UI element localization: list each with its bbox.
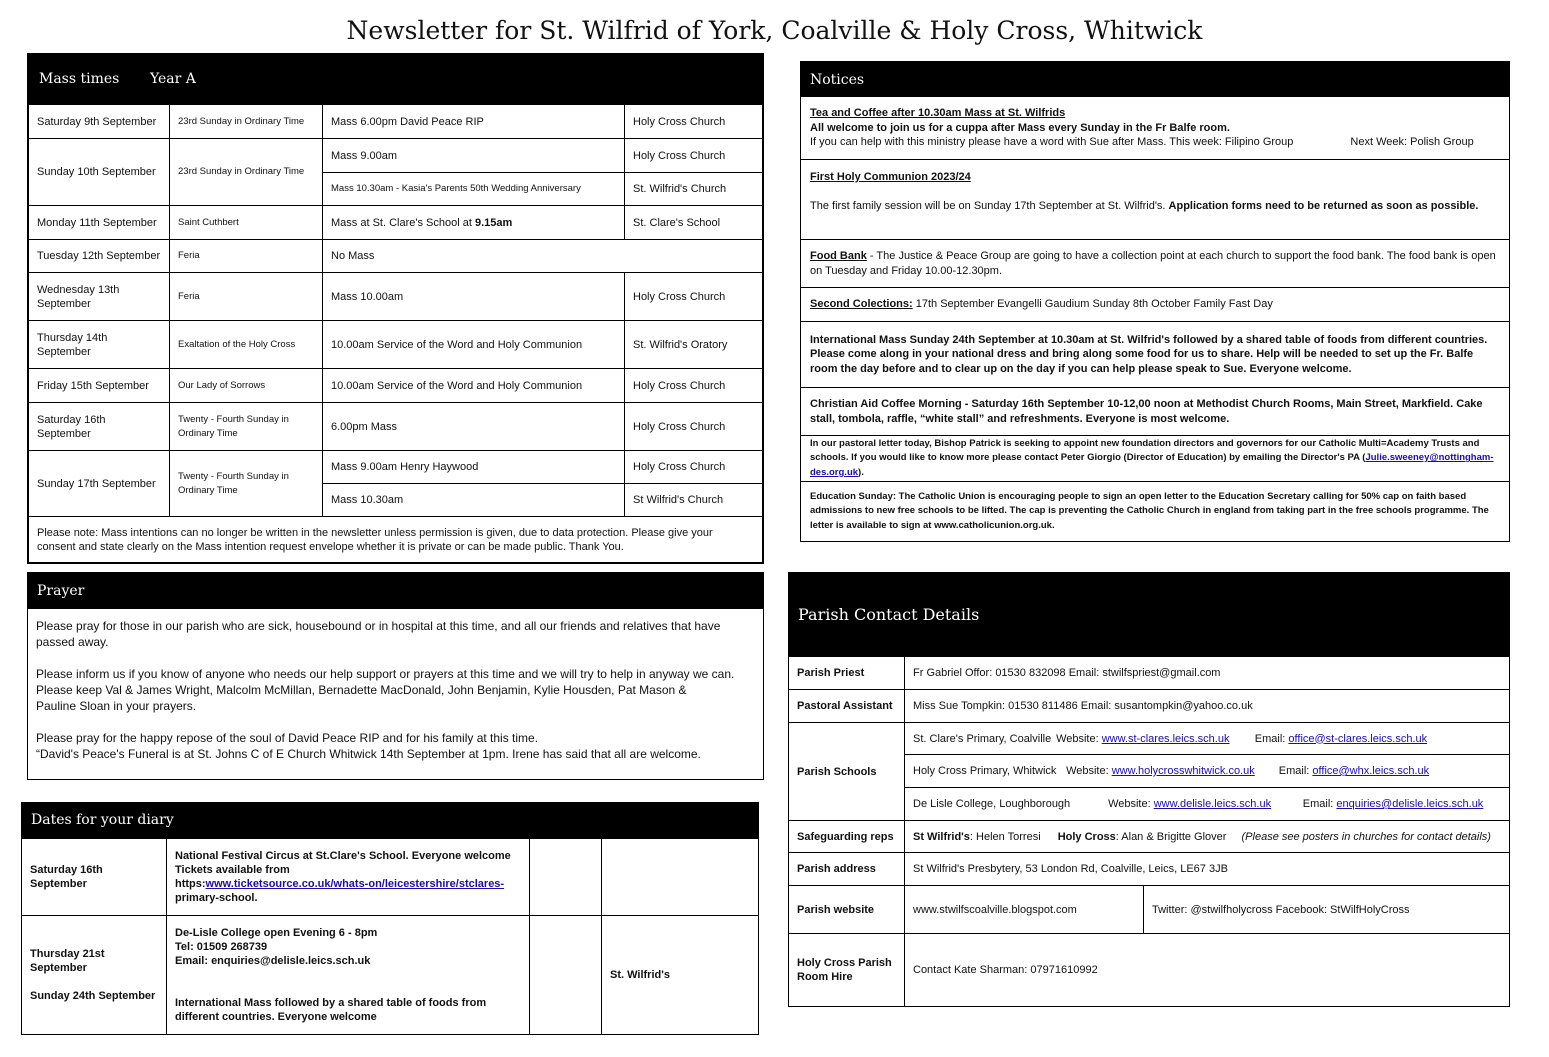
mass-day: Tuesday 12th September	[29, 240, 170, 273]
diary-date-2: Sunday 24th September	[30, 990, 156, 1002]
diary-event	[167, 916, 530, 1035]
notices-panel	[800, 61, 1510, 542]
school-website-label: Website:	[1066, 765, 1109, 777]
table-row	[789, 723, 1510, 755]
prayer-body	[28, 609, 763, 762]
diary-event	[167, 839, 530, 916]
school-name: De Lisle College, Loughborough	[913, 798, 1071, 810]
mass-year: Year A	[150, 71, 196, 87]
mass-day: Sunday 17th September	[29, 451, 170, 517]
contact-title: Parish Contact Details	[798, 604, 980, 624]
contact-panel	[788, 572, 1510, 1006]
mass-times-title: Mass times	[39, 71, 120, 87]
mass-occasion: Twenty - Fourth Sunday in Ordinary Time	[170, 451, 323, 517]
school-website-link[interactable]: www.delisle.leics.sch.uk	[1153, 798, 1272, 810]
school-row	[905, 755, 1510, 788]
notice-collections	[801, 287, 1509, 321]
notice-tea-help	[810, 135, 1500, 150]
mass-detail: No Mass	[323, 240, 763, 273]
prayer-title: Prayer	[37, 583, 85, 599]
prayer-header	[28, 573, 763, 609]
notice-christian-aid: Christian Aid Coffee Morning - Saturday 16th September 10-12,00 noon at Methodist Church Rooms, Main Street, Markfield. Cake stall, tombola, raffle, “white stall” and refreshments. Everyone is most welcome.	[801, 387, 1509, 435]
diary-date-1: Thursday 21st September	[30, 948, 105, 974]
safeguard-note: (Please see posters in churches for contact details)	[1241, 830, 1491, 843]
contact-label: Pastoral Assistant	[789, 690, 905, 723]
notice-communion-body: The first family session will be on Sunday 17th September at St. Wilfrid's.	[810, 199, 1166, 212]
notice-pastoral-body: In our pastoral letter today, Bishop Patrick is seeking to appoint new foundation directors and governors for our Catholic Multi=Academy Trusts and schools. If you would like to know more please contact Peter Giorgio (Director of Education) by emailing the Director's PA (	[810, 437, 1480, 464]
notice-tea-next: Next Week: Polish Group	[1350, 136, 1474, 149]
mass-day: Monday 11th September	[29, 206, 170, 240]
diary-title: Dates for your diary	[31, 812, 174, 828]
page-title: Newsletter for St. Wilfrid of York, Coalville & Holy Cross, Whitwick	[346, 16, 1203, 45]
contact-value: Miss Sue Tompkin: 01530 811486 Email: susantompkin@yahoo.co.uk	[905, 690, 1510, 723]
contact-label: Parish address	[789, 853, 905, 886]
table-row	[29, 517, 763, 563]
mass-day: Saturday 9th September	[29, 105, 170, 139]
notice-pastoral-letter	[801, 435, 1509, 481]
school-email-label: Email:	[1278, 765, 1310, 777]
notices-header	[801, 62, 1509, 97]
prayer-repose: Please pray for the happy repose of the soul of David Peace RIP and for his family at this time.	[36, 731, 539, 745]
mass-detail: Mass 9.00am Henry Haywood	[323, 451, 625, 484]
notice-food-bank-text	[810, 249, 1500, 278]
school-email-label: Email:	[1302, 798, 1334, 810]
notice-tea-help-text: If you can help with this ministry please have a word with Sue after Mass. This week: Filipino Group	[810, 136, 1294, 149]
diary-empty	[530, 916, 602, 1035]
contact-label: Parish Priest	[789, 657, 905, 690]
diary-event-line: Tel: 01509 268739	[175, 941, 268, 953]
mass-place: Holy Cross Church	[625, 273, 763, 321]
mass-detail: 10.00am Service of the Word and Holy Communion	[323, 369, 625, 403]
mass-place: Holy Cross Church	[625, 369, 763, 403]
mass-day: Thursday 14th September	[29, 321, 170, 369]
prayer-names: Please keep Val & James Wright, Malcolm McMillan, Bernadette MacDonald, John Benjamin, Kylie Housden, Pat Mason &	[36, 683, 687, 697]
notice-collections-title: Second Colections:	[810, 298, 913, 311]
table-row	[29, 403, 763, 451]
table-row	[29, 240, 763, 273]
diary-empty	[530, 839, 602, 916]
mass-times-header	[28, 54, 763, 104]
notice-international-mass: International Mass Sunday 24th September at 10.30am at St. Wilfrid's followed by a shared table of foods from different countries. Please come along in your national dress and bring along some food for us to share. Help will be needed to set up the Fr. Balfe room the day before and to clear up on the day if you can help please speak to Sue. Everyone welcome.	[801, 321, 1509, 387]
table-row	[29, 321, 763, 369]
notice-education-sunday: Education Sunday: The Catholic Union is encouraging people to sign an open letter to the Education Secretary calling for 50% cap on faith based admissions to new free schools to be lifted. The cap is preventing the Catholic Church in england from taking part in the free schools programme. The letter is available to sign at www.catholicunion.org.uk.	[801, 481, 1509, 541]
contact-label: Holy Cross Parish Room Hire	[789, 934, 905, 1007]
table-row	[789, 690, 1510, 723]
safeguard-hc-name: : Alan & Brigitte Glover	[1115, 830, 1227, 843]
table-row	[789, 657, 1510, 690]
diary-date	[22, 916, 167, 1035]
mass-time: 9.15am	[474, 216, 513, 229]
prayer-funeral: “David's Peace's Funeral is at St. Johns C of E Church Whitwick 14th September at 1pm. Irene has said that all are welcome.	[36, 747, 701, 761]
mass-detail: Mass 10.00am	[323, 273, 625, 321]
prayer-inform: Please inform us if you know of anyone who needs our help support or prayers at this time and we will try to help in anyway we can.	[36, 667, 735, 681]
diary-header	[21, 802, 759, 838]
notice-communion-bold: Application forms need to be returned as soon as possible.	[1168, 199, 1479, 212]
mass-place: St. Clare's School	[625, 206, 763, 240]
mass-occasion: Feria	[170, 273, 323, 321]
table-row	[29, 451, 763, 484]
mass-occasion: Saint Cuthbert	[170, 206, 323, 240]
mass-times-table	[28, 104, 763, 563]
diary-event-line: De-Lisle College open Evening 6 - 8pm	[175, 927, 378, 939]
notice-tea-welcome: All welcome to join us for a cuppa after Mass every Sunday in the Fr Balfe room.	[810, 121, 1230, 134]
contact-label: Parish website	[789, 886, 905, 934]
mass-times-panel	[27, 53, 764, 564]
notice-communion-text	[810, 199, 1500, 214]
school-email-link[interactable]: office@st-clares.leics.sch.uk	[1288, 732, 1428, 745]
table-row	[789, 886, 1510, 934]
mass-detail: Mass 10.30am	[323, 484, 625, 517]
school-website-label: Website:	[1108, 798, 1151, 810]
diary-place: St. Wilfrid's	[602, 916, 759, 1035]
mass-day: Friday 15th September	[29, 369, 170, 403]
notice-tea	[801, 97, 1509, 159]
safeguard-sw: St Wilfrid's	[913, 830, 970, 843]
prayer-names-end: Pauline Sloan in your prayers.	[36, 699, 197, 713]
mass-detail: 10.00am Service of the Word and Holy Communion	[323, 321, 625, 369]
pastoral-email-link[interactable]: Julie.sweeney@nottingham-des.org.uk	[810, 452, 1494, 478]
prayer-sick: Please pray for those in our parish who are sick, housebound or in hospital at this time, and all our friends and relatives that have passed away.	[36, 619, 721, 649]
notice-collections-text	[810, 297, 1500, 312]
diary-event-link-line	[175, 877, 521, 891]
mass-place: St. Wilfrid's Oratory	[625, 321, 763, 369]
school-email-label: Email:	[1254, 732, 1286, 745]
mass-place: Holy Cross Church	[625, 403, 763, 451]
contact-header	[788, 572, 1510, 656]
contact-label: Parish Schools	[789, 723, 905, 821]
table-row	[29, 206, 763, 240]
notice-tea-title: Tea and Coffee after 10.30am Mass at St. Wilfrids	[810, 107, 1066, 120]
mass-detail-text: Mass at St. Clare's School at	[331, 216, 472, 229]
notice-communion-title: First Holy Communion 2023/24	[810, 171, 971, 183]
notice-communion	[801, 159, 1509, 239]
school-email-link[interactable]: office@whx.leics.sch.uk	[1312, 765, 1430, 777]
table-row	[789, 821, 1510, 853]
school-website-label: Website:	[1056, 732, 1099, 745]
diary-table	[21, 838, 759, 1035]
mass-detail	[323, 206, 625, 240]
table-row	[789, 934, 1510, 1007]
mass-detail: Mass 10.30am - Kasia's Parents 50th Wedding Anniversary	[323, 173, 625, 206]
diary-date: Saturday 16th September	[22, 839, 167, 916]
contact-label: Safeguarding reps	[789, 821, 905, 853]
table-row	[29, 273, 763, 321]
school-website-link[interactable]: www.holycrosswhitwick.co.uk	[1111, 765, 1255, 777]
mass-day: Sunday 10th September	[29, 139, 170, 206]
diary-event-line: Tickets available from	[175, 864, 290, 876]
table-row	[22, 916, 759, 1035]
diary-place	[602, 839, 759, 916]
contact-social: Twitter: @stwilfholycross Facebook: StWilfHolyCross	[1144, 886, 1510, 934]
contact-value: St Wilfrid's Presbytery, 53 London Rd, Coalville, Leics, LE67 3JB	[905, 853, 1510, 886]
mass-place: Holy Cross Church	[625, 105, 763, 139]
diary-panel	[21, 802, 759, 1034]
safeguard-sw-name: : Helen Torresi	[969, 830, 1041, 843]
notice-food-bank-title: Food Bank	[810, 250, 867, 262]
diary-event-line: Email: enquiries@delisle.leics.sch.uk	[175, 955, 371, 967]
diary-event-line: National Festival Circus at St.Clare's School. Everyone welcome	[175, 850, 511, 862]
mass-place: St. Wilfrid's Church	[625, 173, 763, 206]
mass-place: St Wilfrid's Church	[625, 484, 763, 517]
notice-food-bank-body: - The Justice & Peace Group are going to have a collection point at each church to support the food bank. The food bank is open on Tuesday and Friday 10.00-12.30pm.	[810, 250, 1496, 277]
notice-pastoral-text	[810, 437, 1500, 481]
diary-event-line: primary-school.	[175, 892, 258, 904]
school-row	[905, 723, 1510, 755]
mass-occasion: Exaltation of the Holy Cross	[170, 321, 323, 369]
notice-pastoral-end: ).	[858, 466, 864, 478]
mass-place: Holy Cross Church	[625, 139, 763, 173]
contact-value: Fr Gabriel Offor: 01530 832098 Email: stwilfspriest@gmail.com	[905, 657, 1510, 690]
table-row	[22, 839, 759, 916]
table-row	[29, 139, 763, 173]
mass-note: Please note: Mass intentions can no longer be written in the newsletter unless permission is given, due to data protection. Please give your consent and state clearly on the Mass intention request envelope whether it is private or can be made public. Thank You.	[29, 517, 763, 563]
ticket-link[interactable]: www.ticketsource.co.uk/whats-on/leicestershire/stclares-	[205, 878, 505, 890]
mass-occasion: Twenty - Fourth Sunday in Ordinary Time	[170, 403, 323, 451]
contact-value: www.stwilfscoalville.blogspot.com	[905, 886, 1144, 934]
school-row	[905, 788, 1510, 821]
safeguard-hc: Holy Cross	[1057, 830, 1116, 843]
school-website-link[interactable]: www.st-clares.leics.sch.uk	[1101, 732, 1230, 745]
school-name: St. Clare's Primary, Coalville	[913, 732, 1052, 745]
mass-day: Saturday 16th September	[29, 403, 170, 451]
mass-place: Holy Cross Church	[625, 451, 763, 484]
mass-detail: 6.00pm Mass	[323, 403, 625, 451]
table-row	[789, 853, 1510, 886]
school-email-link[interactable]: enquiries@delisle.leics.sch.uk	[1336, 798, 1484, 810]
notices-title: Notices	[810, 71, 865, 88]
mass-occasion: Feria	[170, 240, 323, 273]
diary-link-prefix: https:	[175, 878, 206, 890]
contact-table	[788, 656, 1510, 1007]
notice-collections-body: 17th September Evangelli Gaudium Sunday 8th October Family Fast Day	[915, 298, 1273, 311]
mass-occasion: 23rd Sunday in Ordinary Time	[170, 105, 323, 139]
mass-detail: Mass 9.00am	[323, 139, 625, 173]
table-row	[29, 369, 763, 403]
mass-detail: Mass 6.00pm David Peace RIP	[323, 105, 625, 139]
mass-day: Wednesday 13th September	[29, 273, 170, 321]
prayer-panel	[27, 572, 764, 780]
mass-occasion: Our Lady of Sorrows	[170, 369, 323, 403]
mass-occasion: 23rd Sunday in Ordinary Time	[170, 139, 323, 206]
diary-event-line: International Mass followed by a shared table of foods from different countries. Everyone welcome	[175, 997, 487, 1023]
contact-value: Contact Kate Sharman: 07971610992	[905, 934, 1510, 1007]
school-name: Holy Cross Primary, Whitwick	[913, 765, 1057, 777]
table-row	[29, 105, 763, 139]
notice-food-bank	[801, 239, 1509, 287]
contact-value	[905, 821, 1510, 853]
